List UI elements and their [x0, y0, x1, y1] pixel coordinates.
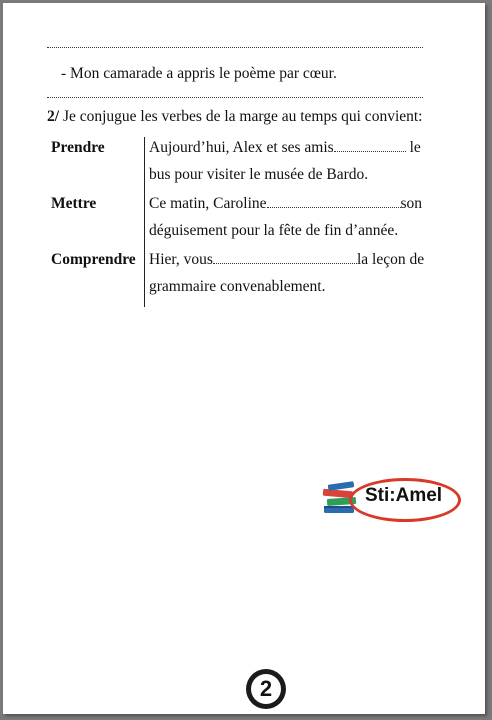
- sentence-text: la leçon de: [356, 251, 425, 268]
- conjugation-table: [51, 135, 461, 307]
- exercise-number: 2/: [47, 108, 60, 125]
- sentence-text: Aujourd’hui, Alex et ses amis: [149, 139, 334, 156]
- sentence-line: bus pour visiter le musée de Bardo.: [149, 166, 369, 183]
- worksheet-page: [3, 3, 485, 714]
- answer-blank[interactable]: [334, 139, 406, 152]
- page-number: 2: [251, 674, 281, 704]
- logo-text: Sti:Amel: [365, 485, 443, 506]
- sentence-text: le: [405, 139, 421, 156]
- sentence-line: [149, 251, 424, 269]
- answer-dotted-line: [47, 97, 423, 98]
- margin-verb-prendre: Prendre: [51, 139, 105, 156]
- answer-blank[interactable]: [213, 251, 357, 264]
- answer-dotted-line: [47, 47, 423, 48]
- sentence-line: [149, 195, 422, 213]
- sentence-text: Hier, vous: [149, 251, 213, 268]
- margin-verb-comprendre: Comprendre: [51, 251, 136, 268]
- sentence-line: déguisement pour la fête de fin d’année.: [149, 222, 399, 239]
- sentence-line: grammaire convenablement.: [149, 278, 326, 295]
- answer-blank[interactable]: [267, 195, 401, 208]
- exercise1-sentence: - Mon camarade a appris le poème par cœur.: [61, 65, 337, 82]
- instruction-text: Je conjugue les verbes de la marge au temps qui convient:: [59, 108, 423, 125]
- sentence-text: son: [400, 195, 423, 212]
- sentence-line: [149, 139, 421, 157]
- page-number-badge: [246, 669, 286, 709]
- margin-verb-mettre: Mettre: [51, 195, 97, 212]
- margin-rule: [144, 137, 145, 307]
- exercise2-instruction: [47, 108, 423, 126]
- author-logo: [321, 476, 463, 522]
- sentence-text: Ce matin, Caroline: [149, 195, 267, 212]
